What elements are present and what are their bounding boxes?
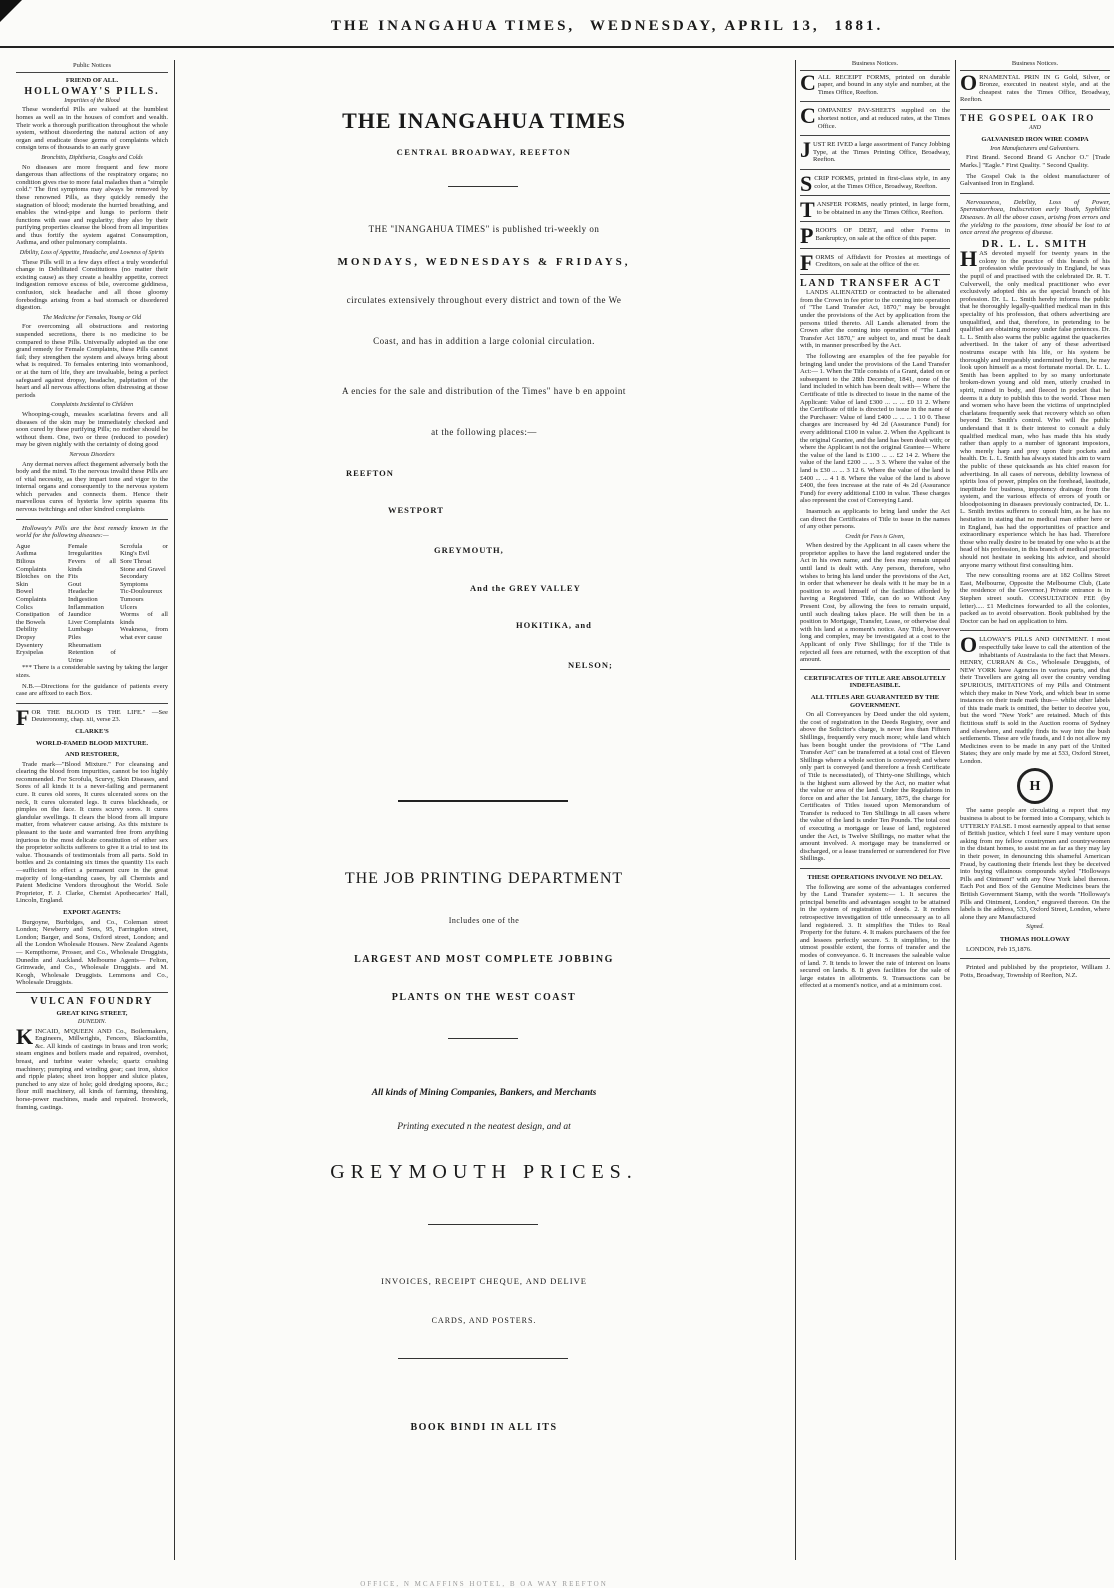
gospel-cap: T xyxy=(960,112,969,123)
job-printing-heading: THE JOB PRINTING DEPARTMENT xyxy=(344,870,624,887)
circulation-line-2: Coast, and has in addition a large colonial circulation. xyxy=(373,336,595,346)
masthead-rule xyxy=(0,46,1114,48)
kincaid-cap: K xyxy=(16,1023,34,1049)
clarke-body: Trade mark—"Blood Mixture." For cleansing and clearing the blood from impurities, cannot be too highly recommended. For Scrofula, Scurvy, Skin Diseases, and Sores of all kinds it is a never-failing and permanent cure. It cures old sores, It cures ulcerated sores on the neck, It cures ulcerated legs. It cures blackheads, or pimples on the face. It cures scurvy sores. It cures glandular swellings. It clears the blood from all impure matter, from whatever cause arising. As this mixture is pleasant to the taste and warranted free from anything injurious to the most delicate constitution of either sex the proprietor solicits sufferers to give it a trial to test its value. Thousands of testimonials from all parts. Sold in bottles and 2s containing six times the quantity 11s each—sufficient to effect a permanent cure in the great majority of long-standing cases, by all Chemists and Patent Medicine Vendors throughout the World. Sole Proprietor, F. J. Clarke, Chemist Apothecaries' Hall, Lincoln, England. xyxy=(16,760,168,905)
transfer-forms-notice xyxy=(800,197,950,223)
clarke-heading: CLARKE'S xyxy=(75,727,109,735)
worldfamed-heading: WORLD-FAMED BLOOD MIXTURE. xyxy=(35,739,149,747)
disease-item: Tumours xyxy=(120,596,144,603)
section-rule xyxy=(398,800,568,802)
lta-cap: L xyxy=(800,277,809,289)
masthead xyxy=(120,18,1094,42)
dr-text: AS devoted myself for twenty years in the colony to the practice of this branch of his profession while previously in England, he was the pupil of and practised with the celebrated Dr. R. T. Culverwell, the only medical practitioner who ever exclusively adopted this as the special branch of his profession. Dr. L. L. Smith hereby informs the public that he thoroughly legally-qualified medical man in this speciality of his profession, that others advertising are unqualified, and that, therefore, in pretending to be qualified are obtaining money under false pretences. Dr. L. L. Smith also warns the public against the quackeries advertised. In the taker of any of these advertised nostrums escape with his life, or his system be thoroughly and irreparably undermined by them, he may look upon himself as a most fortunate mortal. Dr. L. L. Smith has been applied to by so many unfortunate broken-down young and old men, utterly crushed in spirit, ruined in body, and fleeced in pocket that he deems it a duty to publish this to the world. Those men and women who have been the victims of unprincipled charlatans frequently seek that recovery which so often beyond Dr. Smith's control. Who will the public understand that it is their interest to consult a duly qualified medical man, who has made this his study rather than apply to a number of ignorant impostors, who merely harp and prey upon their pockets and health. Dr. L. L. Smith has always stated his aim to warn the public of these quicksands as his chief reason for advertising. In all cases of nervous, debility lowness of spirits loss of power, pimples on the forehead, lassitude, ineptitude for business, impotency drainage from the system, and the various effects of errors of youth or bloodpoisoning in diseases previously contracted, Dr. L. L. Smith invites sufferers to consult him, as he has no hesitation in stating that no medical man either here or in England, has had the opportunities of practice and extraordinary experience which he has had. Therefore those who really desire to be treated by one who is at the head of his profession, in this branch of medical practice should not hesitate in seeking his advice, and should anyone marry without first consulting him. xyxy=(960,250,1110,569)
disease-list-a xyxy=(16,543,64,665)
dr-cap: H xyxy=(960,246,978,272)
scrip-forms-notice xyxy=(800,170,950,196)
lta-p3: Inasmuch as applicants to bring land under the Act can direct the Certificates of Title to issue in the names of any other persons. xyxy=(800,507,950,531)
ornament-rule xyxy=(448,186,518,187)
place-hokitika: HOKITIKA, and xyxy=(516,620,592,630)
separator xyxy=(800,195,950,196)
masthead-paper: THE INANGAHUA TIMES, xyxy=(330,18,576,34)
disease-item: Ague xyxy=(16,542,31,550)
debility-heading: Dibility, Loss of Appetite, Headache, and Lowness of Spirits xyxy=(19,250,165,257)
holloway-seal-icon xyxy=(1017,768,1053,804)
pay-sheets-notice xyxy=(800,103,950,130)
masthead-year: 1881. xyxy=(834,18,884,34)
published-line: THE "INANGAHUA TIMES" is published tri-weekly on xyxy=(368,224,600,234)
blood-notice xyxy=(16,704,168,730)
center-advertisement xyxy=(178,58,790,1588)
page-corner-mark xyxy=(0,0,22,22)
plants-line: PLANTS ON THE WEST COAST xyxy=(391,992,577,1003)
holloway-p3: These Pills will in a few days effect a truly wonderful change in Debilitated Constitutions (no matter their existing cause) as they create a healthy appetite, correct indigestion remove excess of bile, overcome giddiness, confusion, sick headache and all those gloomy forebodings arising from a bad stomach or disordered digestion. xyxy=(16,258,168,312)
bronchitis-heading: Bronchitis, Diphtheria, Coughs and Colds xyxy=(41,154,143,161)
notice-cap: C xyxy=(800,103,816,129)
separator xyxy=(960,630,1110,631)
holloway-warning-2: The same people are circulating a report that my business is about to be formed into a Company, which is UTTERLY FALSE. I most earnestly appeal to that sense of British justice, which I feel sure I may venture upon asking from my fellow countrymen and countrywomen in the distant homes, to assist me as far as they may lay in their power, in denouncing this shameful American Fraud, by cautioning their friends lest they be deceived into buying villainous compounds styled "Holloways Pills and Ointment" with any New York label thereon. Each Pot and Box of the Genuine Medicines bears the British Government Stamp, with the words "Holloway's Pills and Ointment, London," engraved thereon. On the labels is the address, 533, Oxford Street, London, where alone they are Manufactured xyxy=(960,807,1110,921)
disease-item: Rheumatism xyxy=(68,641,102,649)
mining-line: All kinds of Mining Companies, Bankers, and Merchants xyxy=(371,1088,597,1098)
lta-p5: On all Conveyances by Deed under the old system, the cost of registration in the Deeds Registry, over and above the Solicitor's charge, is never less than Fifteen Shillings, frequently very much more; while land which has been bought under the provisions of "The Land Transfer Act" can be transferred at a total cost of Eleven Shillings where a whole section is conveyed; and where only part is conveyed (and therefore a fresh Certificate of Title is necessitated), of Thirty-one Shillings, which is the highest sum allowed by the Act, no matter what the value or area of the land. Under the Regulations in force on and after the 1st January, 1875, the charge for Certificates of Titles issued upon Memorandum of Transfer is reduced to Ten Shillings in all cases where the value of the land is under Ten Pounds. The total cost of executing a mortgage or lease of land, registered under the Act, is Twelve Shillings, no matter what the amount involved. A mortgage may be transferred or discharged, or a lease transferred or surrendered for Five Shillings. xyxy=(800,711,950,863)
credit-heading: Credit for Fees is Given, xyxy=(845,533,905,540)
galvanised-heading: GALVANISED IRON WIRE COMPA xyxy=(981,136,1089,144)
dr-smith-heading: DR. L. L. SMITH xyxy=(981,238,1089,250)
holloway-title: OLLOWAY'S PILLS. xyxy=(34,86,160,98)
notice-cap: S xyxy=(800,170,813,196)
children-heading: Complaints Incidental to Children xyxy=(50,402,134,409)
disease-item: Bilious Complaints xyxy=(16,558,47,573)
receipt-forms-notice xyxy=(800,69,950,97)
notice-text: ANSFER FORMS, neatly printed, in large form, to be obtained in any the Times Office, Reefton. xyxy=(816,201,950,216)
disease-item: Colics xyxy=(16,603,33,611)
published-days: MONDAYS, WEDNESDAYS & FRIDAYS, xyxy=(337,256,631,268)
disease-item: Inflammation xyxy=(68,603,104,611)
guaranteed-heading: ALL TITLES ARE GUARANTEED BY THE GOVERNMENT. xyxy=(810,693,940,709)
holloway-p6: Any dermat nerves affect thegement adversely both the body and the mind. To the nervous invalid these Pills are of vital necessity, as they impart tone and vigor to the internal organs and consequently to the nervous system which pervades and connects them. Hence their marvellous cures of hysteria low spirits spasms fits nervous twitchings and other kindred complaints xyxy=(16,460,168,514)
restorer-heading: AND RESTORER, xyxy=(65,751,119,759)
disease-item: Dropsy xyxy=(16,633,36,641)
kincaid-text: INCAID, M'QUEEN AND Co., Boilermakers, Engineers, Millwrights, Fencers, Blacksmiths, &c. All kinds of castings in brass and iron work; steam engines and boilers made and repaired, overshot, breast, and turbine water wheels; quartz crushing machinery; pumping and winding gear; cast iron, sluice and ripple plates; sheet iron hopper and sluice plates, punched to any size of hole; gold dredging spoons, &c.; flour mill machinery, all kinds of farming, threshing, horse-power machines, made and repaired. Ironwork, framing, castings. xyxy=(16,1027,168,1111)
divider-rule xyxy=(398,1358,568,1359)
holloway-cap: H xyxy=(24,86,35,98)
brand-line: First Brand. Second Brand G Anchor O." [Trade Marks.] "Eagle." First Quality. " Second Quality. xyxy=(960,154,1110,169)
ornamental-notice xyxy=(960,69,1110,104)
column-divider-1 xyxy=(174,60,175,1560)
notice-text: RNAMENTAL PRIN IN G Gold, Silver, or Bronze, executed in neatest style, and at the cheapest rates the Times Office, Broadway, Reefton. xyxy=(960,73,1110,104)
disease-item: Gout xyxy=(68,580,82,588)
disease-item: Asthma xyxy=(16,550,37,558)
notice-cap: O xyxy=(960,69,978,95)
disease-item: Retention of Urine xyxy=(68,649,116,664)
notice-text: ALL RECEIPT FORMS, printed on durable paper, and bound in any style and number, at the Times Office, Reefton. xyxy=(817,73,950,96)
holloway-p2: No diseases are more frequent and few more dangerous than affections of the respiratory organs; no condition gives rise to more fatal maladies than a "simple cold." The first symptoms may always be removed by these renowned Pills, as they quickly remedy the stagnation of blood; moderate the hurried breathing, and enables the wind-pipe and lungs to perform their functions with ease and regularity; they also by their purifying properties cleanse the blood from all impurities and thus fortify the system against Consumption, Asthma, and other pulmonary complaints. xyxy=(16,163,168,247)
disease-item: Sore Throat xyxy=(120,558,152,566)
disease-list xyxy=(16,543,168,665)
col1-header: Public Notices xyxy=(16,62,168,73)
export-agents: Burgoyne, Burbidges, and Co., Coleman street London; Newberry and Sons, 95, Farringdon street, London; Barger, and Sons, Oxford street, London; and all the London Wholesale Houses. New Zealand Agents— Kempthorne, Prosser, and Co., Wholesale Druggists, Dunedin and Auckland. Melbourne Agents— Felton, Grimwade, and Co., Wholesale Druggists. and M. Keogh, Wholesale Druggists. Lemmons and Co., Wholesale Druggists. xyxy=(16,918,168,987)
disease-item: Headache xyxy=(68,588,94,596)
impurities-heading: Impurities of the Blood xyxy=(64,97,120,104)
disease-item: Bowel Complaints xyxy=(16,588,47,603)
place-westport: WESTPORT xyxy=(388,505,444,515)
kincaid-notice xyxy=(16,1023,168,1112)
certificates-heading: CERTIFICATES OF TITLE ARE ABSOLUTELY INDEFEASIBLE. xyxy=(804,674,946,690)
kingst-heading: GREAT KING STREET, xyxy=(56,1009,128,1017)
separator xyxy=(800,101,950,102)
invoices-line: INVOICES, RECEIPT CHEQUE, AND DELIVE xyxy=(381,1276,587,1286)
separator xyxy=(800,868,950,869)
disease-item: Weakness, from what ever cause xyxy=(120,626,168,641)
paper-title: THE INANGAHUA TIMES xyxy=(342,108,626,133)
notice-text: UST RE IVED a large assortment of Fancy Jobbing Type, at the Times Printing Office, Broadway, Reefton. xyxy=(813,141,950,164)
friend-heading: FRIEND OF ALL. xyxy=(65,76,119,84)
disease-item: Liver Complaints xyxy=(68,618,115,626)
gospel-oak-heading xyxy=(960,112,1110,123)
holloway-p1: These wonderful Pills are valued at the humblest homes as well as in the houses of comfort and wealth. Their work a thorough purification throughout the whole system, without disordering the natural action of any organ and eradicate those germs of complaints which consign tens of thousands to an early grave xyxy=(16,106,168,152)
holloway-p4: For overcoming all obstructions and restoring suspended secretions, there is no medicine to be compared to these Pills. Universally adopted as the one grand remedy for Female Complaints, these Pills cannot fail; they strengthen the system and always bring about what is required. To females entering into womanhood, or at the turn of life, they are invaluable, being a perfect safeguard against dropsy, headache, palpitation of the heart and all nervous affections often distressing at those periods xyxy=(16,323,168,399)
gospel-title: HE GOSPEL OAK IRO xyxy=(968,112,1096,123)
operations-heading: THESE OPERATIONS INVOLVE NO DELAY. xyxy=(807,874,943,882)
divider-rule xyxy=(448,1038,518,1039)
greymouth-prices: GREYMOUTH PRICES. xyxy=(330,1161,638,1183)
place-reefton: REEFTON xyxy=(346,468,394,478)
separator xyxy=(800,135,950,136)
seal-letter: H xyxy=(1029,778,1041,794)
dunedin-heading: DUNEDIN. xyxy=(77,1019,107,1026)
lta-p1: LANDS ALIENATED or contracted to be alienated from the Crown in fee prior to the coming into operation of "The Land Transfer Act, 1870," may be brought under the provisions of the Act by application from the persons titled thereto. All Lands alienated from the Crown after the coming into operation of "The Land Transfer Act 1870," are subject to, and must be dealt with, in manner prescribed by the Act. xyxy=(800,289,950,350)
hol-text: LLOWAY'S PILLS AND OINTMENT. I most respectfully take leave to call the attention of the inhabitants of Australasia to the fact that Messrs. HENRY, CURRAN & Co., Wholesale Druggists, of NEW YORK have Agencies in various parts, and that their Travellers are going all over the country vending SPURIOUS, IMITATIONS of my Pills and Ointment which they make in New York, and which bear in some instances on their trade mark thus— whilst other labels of this trade mark is omitted, the better to deceive you, but the word "New York" are retained. Much of this fictitious stuff is sold in the Auction rooms of Sydney and elsewhere, and readily finds its way into the bush settlements. These are vile frauds, and I do not allow my Medicines even to be made in any part of the United States; they are only made by me at 533, Oxford Street, London. xyxy=(960,636,1110,765)
notice-text: OMPANIES' PAY-SHEETS supplied on the shortest notice, and at reduced rates, at the Times Office. xyxy=(817,107,950,130)
holloway-date: LONDON, Feb 15,1876. xyxy=(966,945,1032,953)
notice-cap: F xyxy=(800,249,814,275)
separator xyxy=(16,992,168,993)
disease-item: Blotches on the Skin xyxy=(16,573,64,588)
notice-cap: T xyxy=(800,197,815,223)
places-intro: at the following places:— xyxy=(431,427,537,437)
disease-item: Tic-Douloureux xyxy=(120,588,163,596)
column-divider-3 xyxy=(955,60,956,1560)
separator xyxy=(960,109,1110,110)
lta-p4: When desired by the Applicant in all cases where the proprietor applies to have the land registered under the Act in his own name, and the fees may remain unpaid until land is dealt with. Any person, therefore, who wishes to bring his land under the provisions of the Act, in order that whenever he deals with it he may be in a position to avail himself of the facilities afforded by having a Registered Title, can do so Without Any Present Cost, by allowing the fees to remain unpaid, until such dealing takes place. He will then be in a position to Mortgage, Transfer, Lease, or otherwise deal with his land at a moment's notice. Any Title, however long and complex, may be investigated at a cost to the Applicant of only Five Shillings; for if the Title is rejected all fees are returned, with the exception of that amount. xyxy=(800,542,950,664)
notice-cap: J xyxy=(800,137,811,163)
nb-note: N.B.—Directions for the guidance of patients every case are affixed to each Box. xyxy=(16,682,168,698)
notice-cap: P xyxy=(800,223,814,249)
affidavit-notice xyxy=(800,249,950,275)
col4-header: Business Notices. xyxy=(960,60,1110,71)
disease-item: Fevers of all kinds xyxy=(68,558,116,573)
separator xyxy=(800,221,950,222)
printed-by: Printed and published by the proprietor, William J. Potts, Broadway, Township of Reefton, N.Z. xyxy=(960,964,1110,979)
disease-item: Piles xyxy=(68,633,81,641)
lta-p2: The following are examples of the fee payable for bringing land under the provisions of the Land Transfer Act:— 1. When the Title consists of a Grant, dated on or subsequent to the 28th December, 1841, none of the land included in which has been dealt with— Where the Certificate of title is directed to issue in the name of the Applicant: Value of land £300 ... ... ... £0 11 2. Where the Certificate of title is directed to issue in the name of the Purchaser: Value of land £400 ... ... ... 1 10 0. These charges are increased by 4d 2d (Assurance Fund) for every additional £100 in value. 2. When the Applicant is the original Grantee, and the land has been dealt with; or where the Applicant is not the original Grantee— Where the value of the land is £100 ... ... £2 14 2. Where the value of the land £200 ... ... 3 3. Where the value of the land is £30 ... ... 3 12 6. Where the value of the land is £400 ... ... 4 1 8. Where the value of the land is above £400, the fees increase at the rate of 4s 2d (Assurance Fund) for every additional £100 in value. These charges also represent the cost of Conveying Land. xyxy=(800,353,950,505)
vulcan-heading: VULCAN FOUNDRY xyxy=(30,995,154,1007)
notice-text: CRIP FORMS, printed in first-class style, in any color, at the Times Office, Broadway, Reefton. xyxy=(814,174,950,190)
proofs-notice xyxy=(800,223,950,249)
gospel-and: AND xyxy=(1029,124,1041,131)
disease-item: Lumbago xyxy=(68,626,94,634)
disease-list-b xyxy=(68,543,116,665)
includes-line: Includes one of the xyxy=(448,916,520,925)
circulation-line-1: circulates extensively throughout every district and town of the We xyxy=(346,295,622,305)
disease-item: Fits xyxy=(68,573,78,581)
disease-item: Jaundice xyxy=(68,611,92,619)
consulting-rooms: The new consulting rooms are at 182 Collins Street East, Melbourne, Opposite the Melbourne Club, (Late the residence of the Governor.) Private entrance is in Stephen street south. CONSULTATION FEE (by letter)..... £1 Medicines forwarded to all the colonies, packed as to avoid observation. Book published by the Doctor can be had on application to him. xyxy=(960,572,1110,625)
printing-line: Printing executed n the neatest design, and at xyxy=(397,1122,571,1132)
medicine-heading: The Medicine for Females, Young or Old xyxy=(42,314,142,321)
gospel-oldest: The Gospel Oak is the oldest manufacturer of Galvanised Iron in England. xyxy=(960,172,1110,188)
separator xyxy=(800,248,950,249)
agencies-line: A encies for the sale and distribution of the Times" have b en appoint xyxy=(342,386,626,396)
divider-rule xyxy=(428,1224,538,1225)
dr-smith-body xyxy=(960,246,1110,569)
hol-cap: O xyxy=(960,632,978,658)
nervous-heading: Nervous Disorders xyxy=(69,451,115,458)
notice-text: ROOFS OF DEBT, and other Forms in Bankruptcy, on sale at the office of this paper. xyxy=(815,227,950,242)
iron-manufacturers: Iron Manufacturers and Galvanisers. xyxy=(990,145,1080,152)
paper-address: CENTRAL BROADWAY, REEFTON xyxy=(396,147,572,157)
saving-note: *** There is a considerable saving by taking the larger sizes. xyxy=(16,664,168,679)
type-notice xyxy=(800,137,950,164)
holloway-heading xyxy=(16,88,168,96)
disease-item: Secondary Symptoms xyxy=(120,573,149,588)
signed-label: Signed. xyxy=(1026,924,1044,931)
cards-line: CARDS, AND POSTERS. xyxy=(431,1316,537,1325)
place-grey-valley: And the GREY VALLEY xyxy=(470,583,581,593)
disease-item: Female Irregularities xyxy=(68,542,103,558)
largest-line: LARGEST AND MOST COMPLETE JOBBING xyxy=(354,954,614,965)
disease-item: Ulcers xyxy=(120,603,138,611)
separator xyxy=(800,274,950,275)
masthead-date: WEDNESDAY, APRIL 13, xyxy=(589,18,820,34)
land-transfer-heading xyxy=(800,277,950,289)
place-nelson: NELSON; xyxy=(568,660,613,670)
disease-item: Indigestion xyxy=(68,596,98,603)
export-heading: EXPORT AGENTS: xyxy=(63,908,121,916)
disease-item: Dysentery xyxy=(16,641,44,649)
disease-item: Worms of all kinds xyxy=(120,611,168,626)
disease-item: Stone and Gravel xyxy=(120,565,166,573)
place-greymouth: GREYMOUTH, xyxy=(434,545,504,555)
disease-item: Erysipelas xyxy=(16,649,44,657)
separator xyxy=(16,519,168,520)
separator xyxy=(960,958,1110,959)
column-public-notices xyxy=(16,62,168,1557)
column-divider-2 xyxy=(795,60,796,1560)
separator xyxy=(800,669,950,670)
disease-item: Constipation of the Bowels xyxy=(16,611,64,626)
separator xyxy=(800,169,950,170)
disease-item: Debility xyxy=(16,626,38,634)
office-footer: OFFICE, N MCAFFINS HOTEL, B OA WAY REEFTON xyxy=(360,1580,608,1588)
disease-list-c xyxy=(120,543,168,665)
blood-cap: F xyxy=(16,704,30,730)
column-business-notices-1 xyxy=(800,60,950,1555)
separator xyxy=(16,703,168,704)
col3-header: Business Notices. xyxy=(800,60,950,71)
holloway-p5: Whooping-cough, measles scarlatina fevers and all diseases of the skin may be immediately checked and soon cured by these purifying Pills; no mother should be without them. One, two or three (reduced to powder) may be given nightly with the certainty of doing good xyxy=(16,410,168,449)
nervousness-notice: Nervousness, Debility, Loss of Power, Spermatorrhoea, Indiscretion early Youth, Syphilitic Diseases. In all the above cases, arising from errors and the yielding to the passions, time should be lost to at once arrest the progress of disease. xyxy=(960,198,1110,237)
notice-cap: C xyxy=(800,69,816,95)
holloway-signature: THOMAS HOLLOWAY xyxy=(1000,935,1070,943)
remedy-intro: Holloway's Pills are the best remedy known in the world for the following diseases:— xyxy=(16,524,168,540)
separator xyxy=(960,193,1110,194)
holloway-warning xyxy=(960,632,1110,765)
blood-text: OR THE BLOOD IS THE LIFE." —See Deuteronomy, chap. xii, verse 23. xyxy=(31,708,168,724)
disease-item: Scrofula or King's Evil xyxy=(120,542,168,558)
column-business-notices-2 xyxy=(960,60,1110,1555)
notice-text: ORMS of Affidavit for Proxies at meetings of Creditors, on sale at the office of the er. xyxy=(815,253,950,269)
lta-p6: The following are some of the advantages conferred by the Land Transfer system:— 1. It secures the principal benefits and advantages sought to be attained in the system of registration of deeds. 2. It renders retrospective investigation of title unnecessary as to all land registered. 3. It simplifies the Titles to Real Property for the future. 4. It makes purchasers of the fee and lessees perfectly secure. 5. It simplifies, to the utmost possible extent, the forms of transfer and the modes of conveyance. 6. It increases the saleable value of land. 7. It tends to lower the rate of interest on loans secured on lands. 8. It gives facilities for the sale of large estates in allotments. 9. Transactions can be effected at a moment's notice, and at a minimum cost. xyxy=(800,883,950,990)
book-binding-line: BOOK BINDI IN ALL ITS xyxy=(410,1422,558,1433)
lta-title: AND TRANSFER ACT xyxy=(808,277,942,289)
